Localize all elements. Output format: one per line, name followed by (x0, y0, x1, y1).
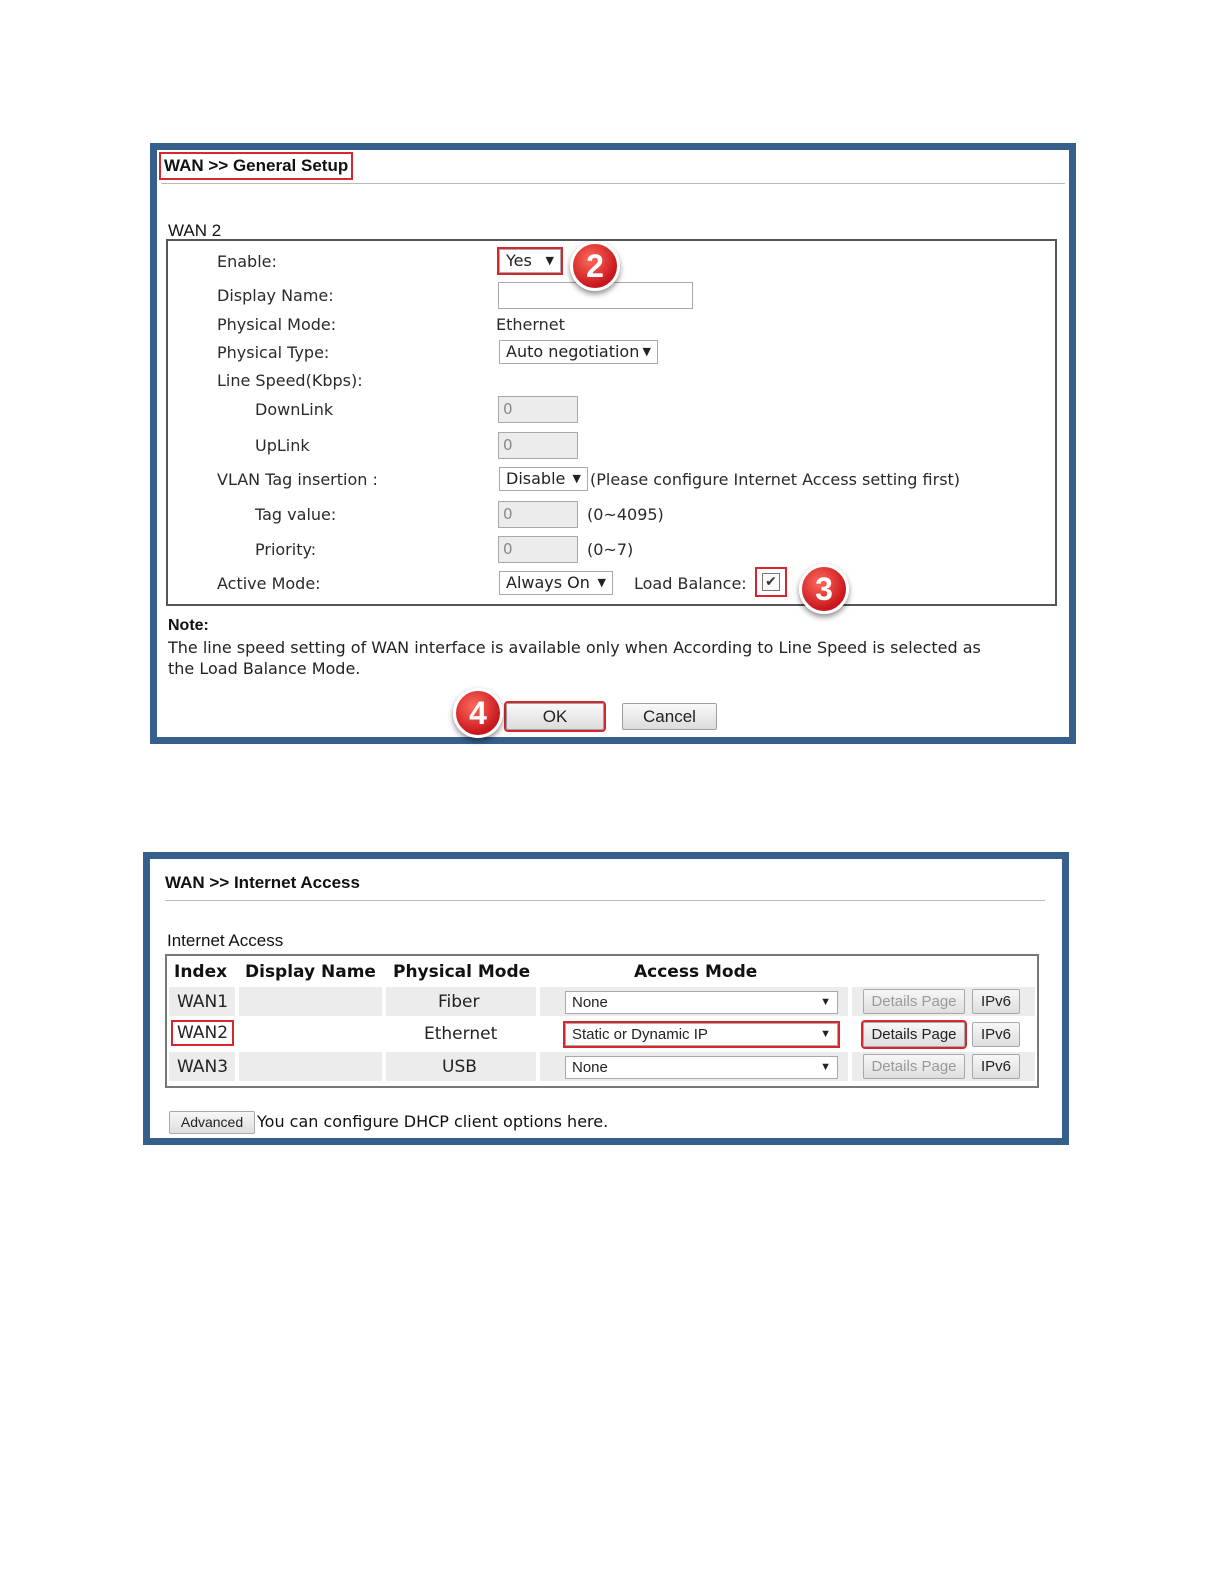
step-4-badge: 4 (453, 688, 503, 738)
enable-label: Enable: (217, 252, 277, 271)
title-divider (161, 183, 1065, 184)
priority-field[interactable]: 0 (498, 536, 578, 563)
priority-label: Priority: (255, 540, 317, 559)
chevron-down-icon: ▼ (545, 254, 554, 267)
active-mode-label: Active Mode: (217, 574, 321, 593)
access-mode-select[interactable] (565, 1056, 838, 1079)
display-name-label: Display Name: (217, 286, 334, 305)
uplink-field[interactable]: 0 (498, 432, 578, 459)
vlan-tag-label: VLAN Tag insertion : (217, 470, 378, 489)
ok-button[interactable]: OK (506, 703, 604, 730)
access-mode-value: None (572, 1059, 608, 1076)
active-mode-select[interactable] (499, 571, 613, 595)
details-page-button[interactable]: Details Page (863, 1022, 965, 1047)
internet-access-table (165, 954, 1039, 1088)
priority-range: (0~7) (587, 540, 634, 559)
chevron-down-icon: ▼ (820, 996, 831, 1008)
general-setup-panel (150, 143, 1076, 744)
access-mode-value: Static or Dynamic IP (572, 1026, 708, 1043)
access-mode-value: None (572, 994, 608, 1011)
physical-type-select[interactable] (499, 340, 658, 364)
display-name-cell (239, 987, 382, 1016)
details-page-button[interactable]: Details Page (863, 1054, 965, 1079)
downlink-field[interactable]: 0 (498, 396, 578, 423)
tag-value-field[interactable]: 0 (498, 501, 578, 528)
uplink-label: UpLink (255, 436, 310, 455)
line-speed-label: Line Speed(Kbps): (217, 371, 363, 390)
row-index: WAN2 (173, 1022, 232, 1044)
advanced-text: You can configure DHCP client options here. (257, 1112, 609, 1131)
breadcrumb: WAN >> Internet Access (165, 873, 360, 892)
breadcrumb (161, 154, 351, 178)
chevron-down-icon: ▼ (820, 1028, 831, 1040)
enable-select-value: Yes (506, 251, 532, 270)
header-index: Index (174, 962, 228, 982)
chevron-down-icon: ▼ (642, 345, 651, 358)
chevron-down-icon: ▼ (820, 1061, 831, 1073)
row-index: WAN1 (177, 992, 229, 1012)
vlan-tag-select[interactable] (499, 467, 588, 491)
row-index: WAN3 (177, 1057, 229, 1077)
header-physical-mode: Physical Mode (393, 962, 531, 982)
note-line-1: The line speed setting of WAN interface is available only when According to Line Speed is selected as (168, 638, 981, 657)
access-mode-select[interactable] (565, 1023, 838, 1046)
header-access-mode: Access Mode (634, 962, 758, 982)
load-balance-label: Load Balance: (634, 574, 747, 593)
ipv6-button[interactable]: IPv6 (972, 989, 1020, 1014)
tag-value-label: Tag value: (255, 505, 337, 524)
vlan-tag-hint: (Please configure Internet Access setting first) (590, 470, 961, 489)
step-2-badge: 2 (570, 241, 620, 291)
chevron-down-icon: ▼ (597, 576, 606, 589)
physical-mode-value: Ethernet (496, 315, 565, 334)
title-divider (165, 900, 1045, 901)
cancel-button[interactable]: Cancel (622, 703, 717, 730)
section-title: Internet Access (167, 931, 284, 950)
enable-select[interactable] (499, 249, 561, 273)
downlink-label: DownLink (255, 400, 334, 419)
display-name-cell (239, 1052, 382, 1081)
note-title: Note: (168, 617, 209, 634)
chevron-down-icon: ▼ (572, 472, 581, 485)
section-title: WAN 2 (168, 221, 222, 240)
load-balance-highlight (757, 569, 785, 595)
ipv6-button[interactable]: IPv6 (972, 1054, 1020, 1079)
step-3-badge: 3 (799, 564, 849, 614)
tag-value-range: (0~4095) (587, 505, 664, 524)
physical-type-select-value: Auto negotiation (506, 342, 640, 361)
row-physical-mode: Ethernet (424, 1024, 498, 1044)
vlan-tag-select-value: Disable (506, 469, 566, 488)
row-physical-mode: Fiber (438, 992, 480, 1012)
breadcrumb-text: WAN >> General Setup (164, 156, 349, 175)
internet-access-panel (143, 852, 1069, 1145)
row-physical-mode: USB (442, 1057, 477, 1077)
ipv6-button[interactable]: IPv6 (972, 1022, 1020, 1047)
access-mode-select[interactable] (565, 991, 838, 1014)
physical-type-label: Physical Type: (217, 343, 330, 362)
form-box (166, 239, 1057, 606)
physical-mode-label: Physical Mode: (217, 315, 337, 334)
advanced-button[interactable]: Advanced (169, 1111, 255, 1134)
details-page-button[interactable]: Details Page (863, 989, 965, 1014)
active-mode-select-value: Always On (506, 573, 590, 592)
header-display-name: Display Name (245, 962, 376, 982)
load-balance-checkbox[interactable]: ✔ (762, 573, 780, 591)
note-line-2: the Load Balance Mode. (168, 659, 361, 678)
